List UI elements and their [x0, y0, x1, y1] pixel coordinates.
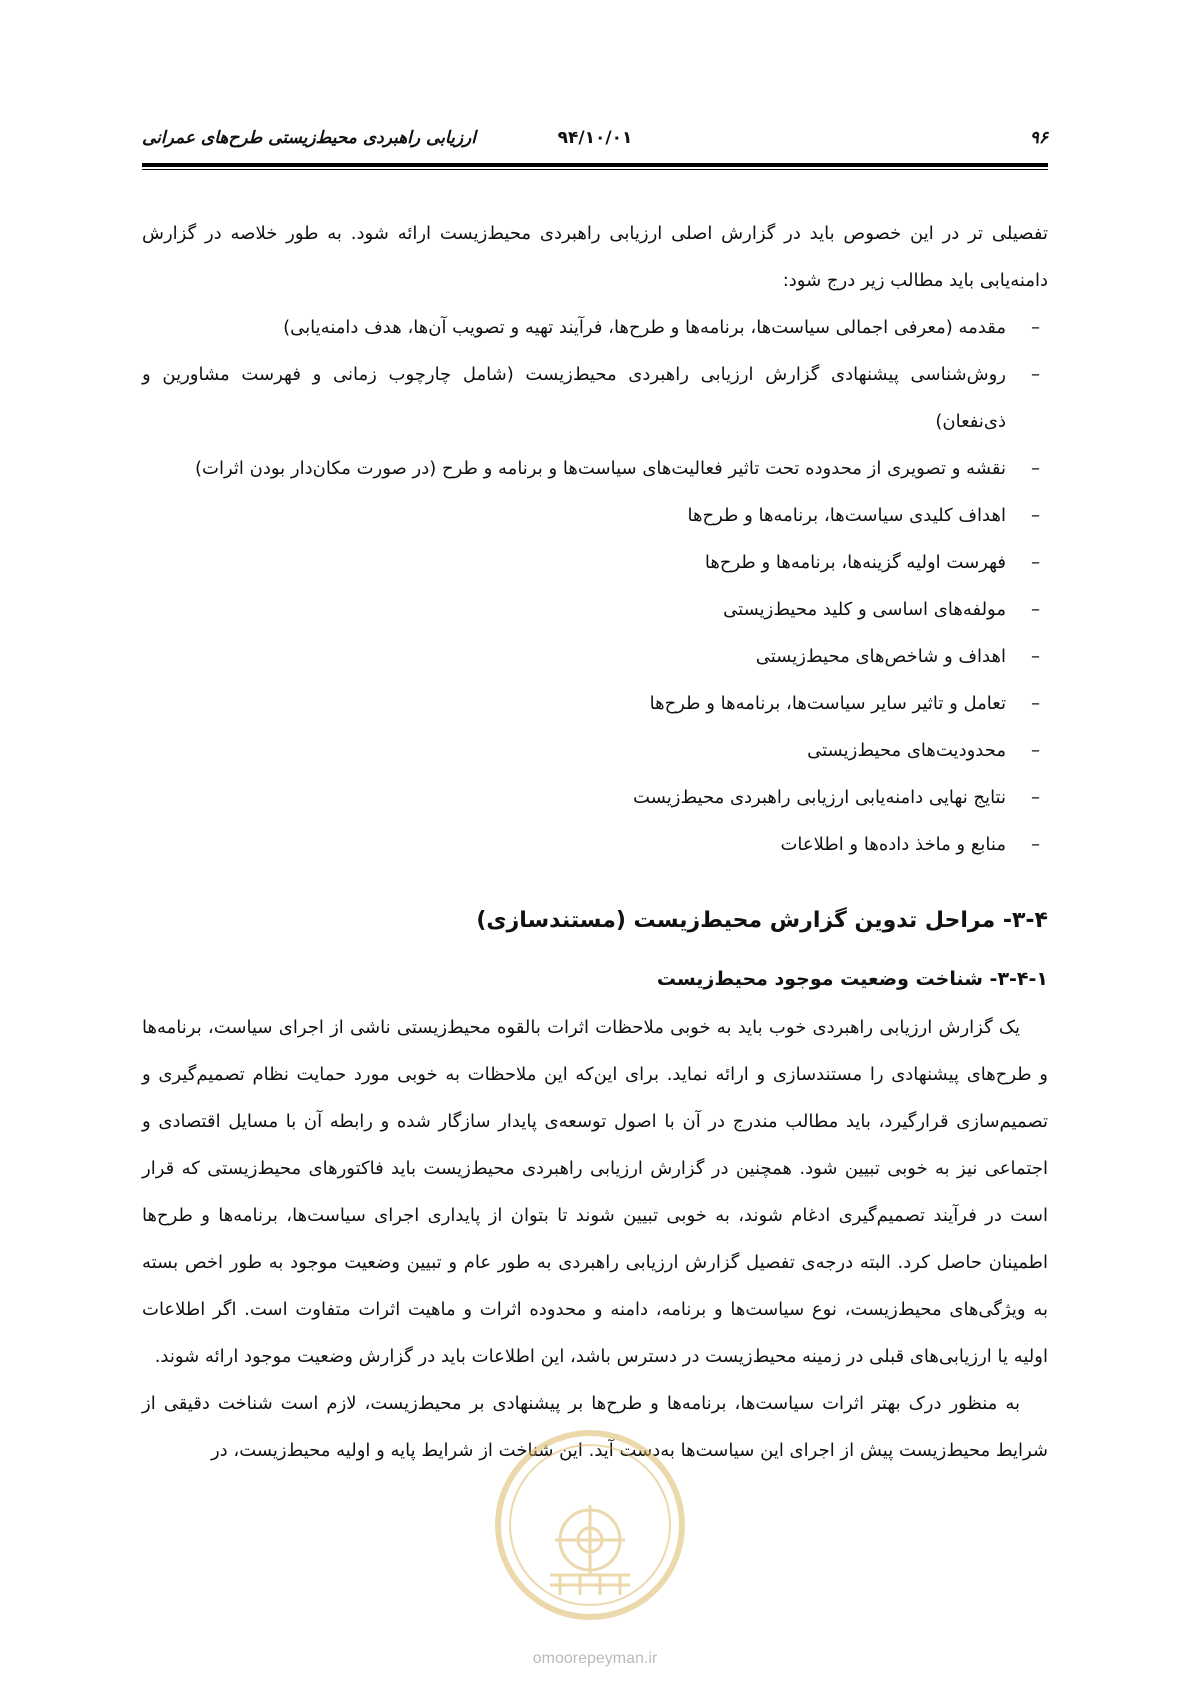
running-title: ارزیابی راهبردی محیط‌زیستی طرح‌های عمرانی	[142, 128, 476, 148]
list-item: – فهرست اولیه گزینه‌ها، برنامه‌ها و طرح‌ها	[142, 539, 1048, 586]
header-rule-thick	[142, 163, 1048, 167]
dash-marker: –	[1031, 505, 1040, 526]
dash-marker: –	[1031, 740, 1040, 761]
list-item: – اهداف و شاخص‌های محیط‌زیستی	[142, 633, 1048, 680]
header-date: ۹۴/۱۰/۰۱	[557, 128, 633, 148]
subsection-heading: ۳-۴-۱- شناخت وضعیت موجود محیط‌زیست	[656, 968, 1048, 990]
list-item: – مولفه‌های اساسی و کلید محیط‌زیستی	[142, 586, 1048, 633]
dash-marker: –	[1031, 458, 1040, 479]
dash-marker: –	[1031, 599, 1040, 620]
dash-marker: –	[1031, 364, 1040, 385]
page-body	[142, 210, 1048, 1474]
list-item: – نقشه و تصویری از محدوده تحت تاثیر فعالیت‌های سیاست‌ها و برنامه و طرح (در صورت مکان‌دار بودن اثرات)	[142, 445, 1048, 492]
dash-marker: –	[1031, 552, 1040, 573]
section-heading: ۳-۴- مراحل تدوین گزارش محیط‌زیست (مستندسازی)	[476, 908, 1048, 933]
dash-marker: –	[1031, 693, 1040, 714]
intro-paragraph: تفصیلی تر در این خصوص باید در گزارش اصلی ارزیابی راهبردی محیط‌زیست ارائه شود. به طور خلاصه در گزارش دامنه‌یابی باید مطالب زیر درج شود:	[142, 223, 1048, 291]
page-number: ۹۶	[1029, 128, 1048, 148]
list-item: – تعامل و تاثیر سایر سیاست‌ها، برنامه‌ها و طرح‌ها	[142, 680, 1048, 727]
body-paragraph-1: یک گزارش ارزیابی راهبردی خوب باید به خوبی ملاحظات اثرات بالقوه محیط‌زیستی ناشی از اجرای سیاست، برنامه‌ها و طرح‌های پیشنهادی را مستندسازی و ارائه نماید. برای این‌که این ملاحظات به خوبی مورد حمایت نظام تصمیم‌گیری و تصمیم‌سازی قرارگیرد، باید مطالب مندرج در آن با اصول توسعه‌ی پایدار سازگار شده و رابطه آن با مسایل اقتصادی و اجتماعی نیز به خوبی تبیین شود. همچنین در گزارش ارزیابی راهبردی محیط‌زیست باید فاکتورهای محیط‌زیستی که قرار است در فرآیند تصمیم‌گیری ادغام شوند، به خوبی تبیین شوند تا بتوان از پایداری اجرای سیاست‌ها، برنامه‌ها و طرح‌ها اطمینان حاصل کرد. البته درجه‌ی تفصیل گزارش ارزیابی راهبردی به طور عام و تبیین وضعیت موجود به طور اخص بسته به ویژگی‌های محیط‌زیست، نوع سیاست‌ها و برنامه، دامنه و محدوده اثرات و ماهیت اثرات متفاوت است. اگر اطلاعات اولیه یا ارزیابی‌های قبلی در زمینه محیط‌زیست در دسترس باشد، این اطلاعات باید در گزارش وضعیت موجود ارائه شوند.	[142, 1017, 1048, 1367]
site-watermark: omoorepeyman.ir	[532, 1650, 658, 1667]
dash-marker: –	[1031, 787, 1040, 808]
dash-marker: –	[1031, 834, 1040, 855]
list-item: – منابع و ماخذ داده‌ها و اطلاعات	[142, 821, 1048, 868]
header-rule-thin	[142, 169, 1048, 170]
list-item: – روش‌شناسی پیشنهادی گزارش ارزیابی راهبردی محیط‌زیست (شامل چارچوب زمانی و فهرست مشاورین و ذی‌نفعان)	[142, 351, 1048, 445]
bullet-list	[142, 304, 1048, 868]
dash-marker: –	[1031, 317, 1040, 338]
list-item: – اهداف کلیدی سیاست‌ها، برنامه‌ها و طرح‌ها	[142, 492, 1048, 539]
list-item: – محدودیت‌های محیط‌زیستی	[142, 727, 1048, 774]
list-item: – نتایج نهایی دامنه‌یابی ارزیابی راهبردی محیط‌زیست	[142, 774, 1048, 821]
dash-marker: –	[1031, 646, 1040, 667]
body-paragraph-2: به منظور درک بهتر اثرات سیاست‌ها، برنامه‌ها و طرح‌ها بر پیشنهادی بر محیط‌زیست، لازم است شناخت دقیقی از شرایط محیط‌زیست پیش از اجرای این سیاست‌ها به‌دست آید. این شناخت از شرایط پایه و اولیه محیط‌زیست، در	[142, 1393, 1048, 1461]
list-item: – مقدمه (معرفی اجمالی سیاست‌ها، برنامه‌ها و طرح‌ها، فرآیند تهیه و تصویب آن‌ها، هدف دامنه‌یابی)	[142, 304, 1048, 351]
seal-watermark-icon	[490, 1425, 690, 1625]
page-header	[142, 128, 1048, 158]
